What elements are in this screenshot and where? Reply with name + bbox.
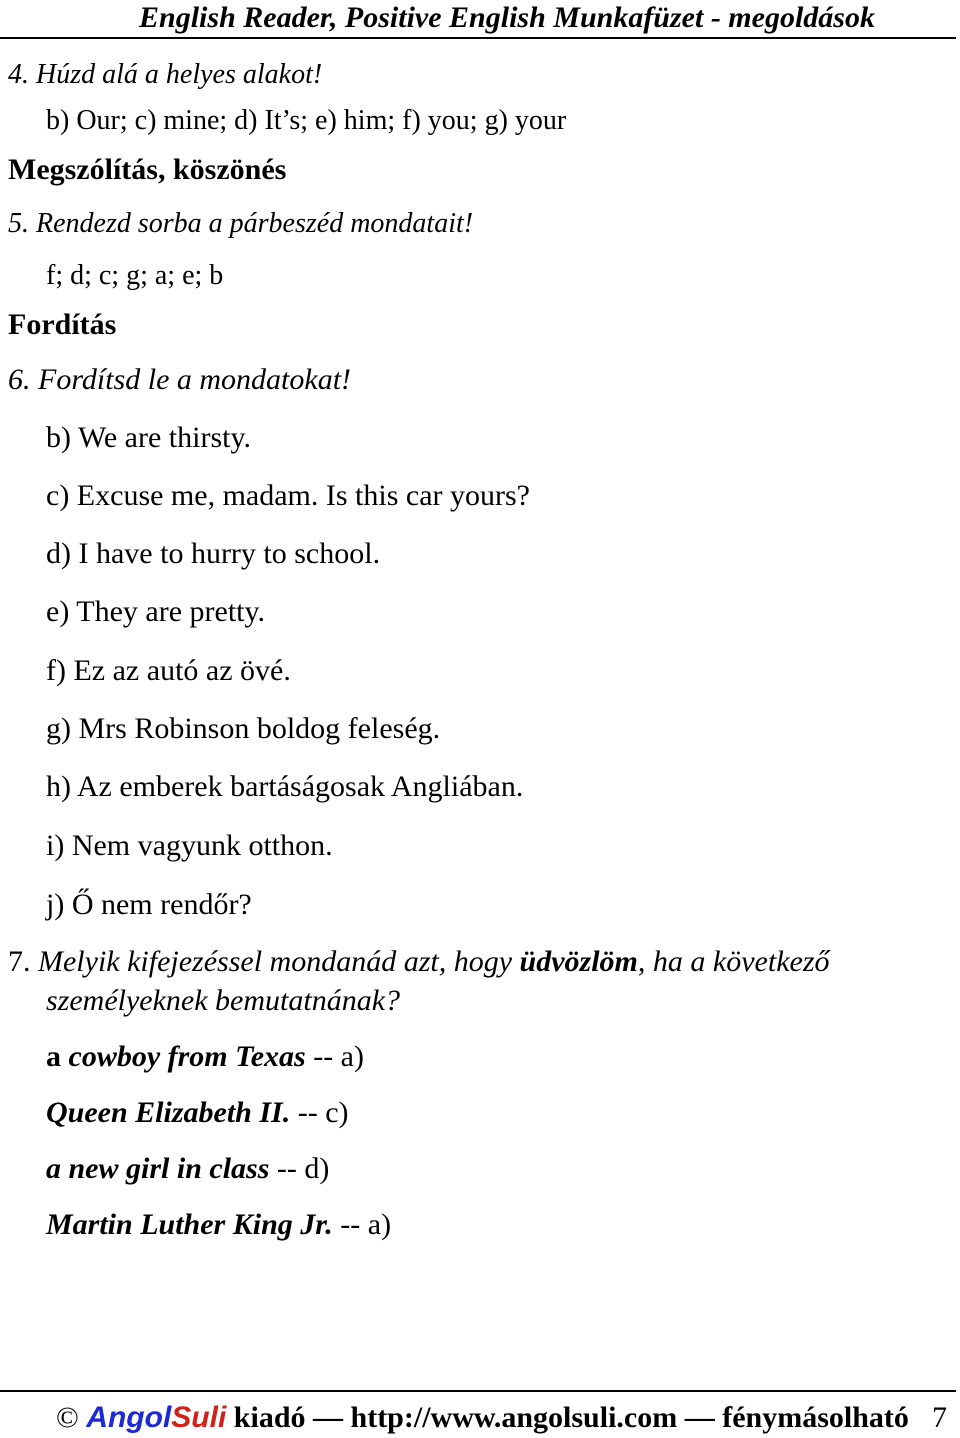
exercise-6-item: g) Mrs Robinson boldog feleség. bbox=[46, 712, 441, 745]
exercise-6-item: d) I have to hurry to school. bbox=[46, 537, 381, 570]
exercise-5-answer: f; d; c; g; a; e; b bbox=[46, 260, 224, 291]
header-divider bbox=[0, 37, 956, 39]
exercise-6-item: c) Excuse me, madam. Is this car yours? bbox=[46, 479, 530, 512]
section-heading-greeting: Megszólítás, köszönés bbox=[8, 153, 287, 186]
answer-letter: -- d) bbox=[269, 1152, 330, 1185]
exercise-6-item: h) Az emberek bartáságosak Angliában. bbox=[46, 770, 524, 803]
exercise-7-task-part2: , ha a következő bbox=[637, 945, 830, 978]
answer-person: a new girl in class bbox=[46, 1152, 270, 1185]
answer-letter: -- c) bbox=[290, 1096, 349, 1129]
copyright-symbol: © bbox=[56, 1401, 79, 1434]
publisher-text: kiadó bbox=[233, 1401, 306, 1434]
exercise-7-answer bbox=[46, 1208, 391, 1242]
exercise-7-task-keyword: üdvözlöm bbox=[519, 945, 638, 978]
page-header-title: English Reader, Positive English Munkafüzet - megoldások bbox=[139, 1, 875, 34]
answer-lead: a bbox=[46, 1040, 61, 1073]
answer-letter: -- a) bbox=[332, 1208, 392, 1241]
exercise-4-task: 4. Húzd alá a helyes alakot! bbox=[8, 59, 323, 90]
exercise-7-answer bbox=[46, 1152, 329, 1186]
answer-person: cowboy from Texas bbox=[68, 1040, 306, 1073]
exercise-6-item: i) Nem vagyunk otthon. bbox=[46, 829, 333, 862]
page-number: 7 bbox=[932, 1401, 947, 1434]
exercise-7-answer bbox=[46, 1040, 364, 1074]
exercise-5-task: 5. Rendezd sorba a párbeszéd mondatait! bbox=[8, 208, 474, 239]
angolsuli-logo bbox=[86, 1401, 226, 1434]
exercise-4-answer: b) Our; c) mine; d) It’s; e) him; f) you; g) your bbox=[46, 105, 567, 136]
footer-dash: — bbox=[313, 1401, 344, 1434]
page-footer bbox=[56, 1400, 909, 1436]
publisher-url: http://www.angolsuli.com bbox=[350, 1401, 678, 1434]
exercise-6-item: j) Ő nem rendőr? bbox=[46, 888, 252, 921]
exercise-6-item: e) They are pretty. bbox=[46, 595, 266, 628]
answer-person: Martin Luther King Jr. bbox=[46, 1208, 333, 1241]
footer-dash: — bbox=[684, 1401, 715, 1434]
exercise-6-item: f) Ez az autó az övé. bbox=[46, 654, 291, 687]
exercise-7-task-part1: Melyik kifejezéssel mondanád azt, hogy bbox=[38, 945, 513, 978]
footer-divider bbox=[0, 1390, 956, 1392]
answer-letter: -- a) bbox=[305, 1040, 364, 1073]
exercise-7-answer bbox=[46, 1096, 349, 1130]
logo-part-suli: Suli bbox=[171, 1401, 227, 1434]
exercise-7-task-line2: személyeknek bemutatnának? bbox=[46, 984, 401, 1017]
logo-part-angol: Angol bbox=[86, 1401, 172, 1434]
exercise-6-item: b) We are thirsty. bbox=[46, 421, 252, 454]
section-heading-translation: Fordítás bbox=[8, 308, 117, 341]
exercise-7-number: 7. bbox=[8, 945, 31, 978]
copy-note: fénymásolható bbox=[722, 1401, 909, 1434]
answer-person: Queen Elizabeth II. bbox=[46, 1096, 291, 1129]
exercise-7-task bbox=[8, 945, 830, 979]
exercise-6-task: 6. Fordítsd le a mondatokat! bbox=[8, 363, 352, 396]
